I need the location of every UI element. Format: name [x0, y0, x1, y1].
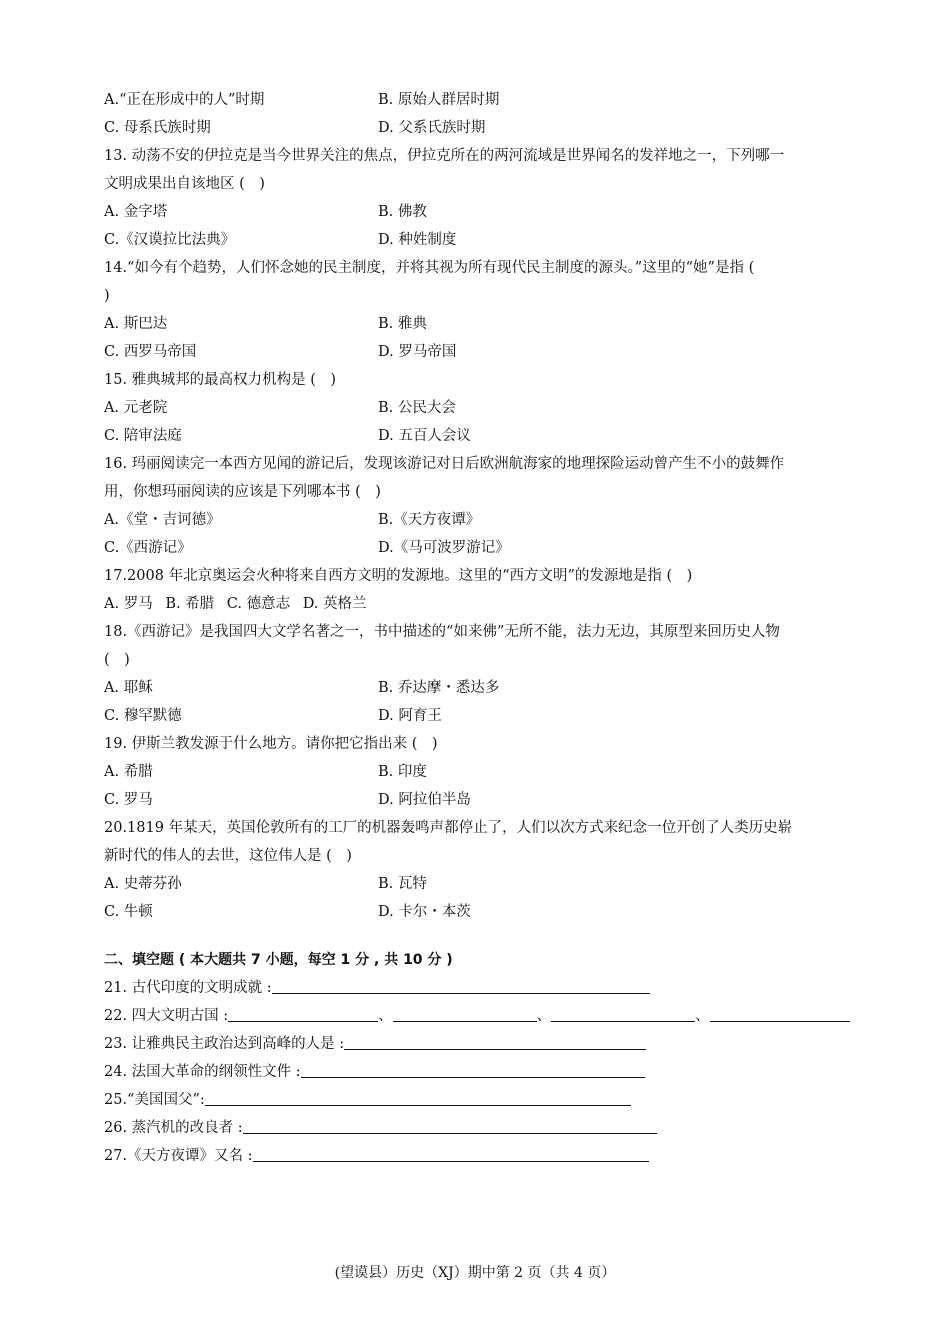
q13-stem-line-1: 13. 动荡不安的伊拉克是当今世界关注的焦点，伊拉克所在的两河流域是世界闻名的发祥地之一，下列哪一 [104, 148, 785, 164]
q16-option-a: A.《堂・吉诃德》 [104, 512, 221, 528]
q21-answer-blank[interactable] [272, 977, 650, 994]
q19-stem: 19. 伊斯兰教发源于什么地方。请你把它指出来 ( ) [104, 736, 438, 752]
q16-stem-line-2: 用，你想玛丽阅读的应该是下列哪本书 ( ) [104, 484, 381, 500]
q17-option-a: A. 罗马 [104, 596, 153, 612]
q18-options-row-1 [104, 674, 860, 702]
q12-option-b: B. 原始人群居时期 [378, 92, 500, 108]
q13-stem-line-2: 文明成果出自该地区 ( ) [104, 176, 265, 192]
q12-options-row-2 [104, 114, 860, 142]
q12-option-a: A.“正在形成中的人”时期 [104, 92, 265, 108]
q15-options-row-1 [104, 394, 860, 422]
exam-page [104, 86, 860, 1170]
q16-option-b: B.《天方夜谭》 [378, 512, 481, 528]
q20-option-a: A. 史蒂芬孙 [104, 876, 182, 892]
page-footer: (望谟县）历史（XJ）期中第 2 页（共 4 页） [334, 1265, 616, 1281]
q13-options-row-1 [104, 198, 860, 226]
q22-separator-2: 、 [536, 1008, 552, 1024]
q18-options-row-2 [104, 702, 860, 730]
q26-answer-blank[interactable] [243, 1117, 657, 1134]
q22-answer-blank-2[interactable] [393, 1005, 537, 1022]
q14-option-d: D. 罗马帝国 [378, 344, 457, 360]
q20-option-b: B. 瓦特 [378, 876, 427, 892]
q20-options-row-1 [104, 870, 860, 898]
q17-option-b: B. 希腊 [165, 596, 215, 612]
q19-options-row-2 [104, 786, 860, 814]
q24-label: 24. 法国大革命的纲领性文件 : [104, 1064, 301, 1080]
q27-label: 27.《天方夜谭》又名 : [104, 1148, 253, 1164]
q14-option-c: C. 西罗马帝国 [104, 344, 197, 360]
q14-options-row-1 [104, 310, 860, 338]
q18-option-c: C. 穆罕默德 [104, 708, 182, 724]
q14-options-row-2 [104, 338, 860, 366]
q15-option-a: A. 元老院 [104, 400, 168, 416]
q17-option-d: D. 英格兰 [302, 596, 367, 612]
q12-option-c: C. 母系氏族时期 [104, 120, 211, 136]
q20-stem-line-2: 新时代的伟人的去世，这位伟人是 ( ) [104, 848, 352, 864]
q20-options-row-2 [104, 898, 860, 926]
q14-option-a: A. 斯巴达 [104, 316, 168, 332]
q22-separator-1: 、 [378, 1008, 393, 1024]
q17-options [104, 590, 860, 618]
q16-option-d: D.《马可波罗游记》 [378, 540, 510, 556]
q23-answer-blank[interactable] [344, 1033, 646, 1050]
q24-answer-blank[interactable] [301, 1061, 645, 1078]
q26-fill [104, 1114, 860, 1142]
q13-option-b: B. 佛教 [378, 204, 427, 220]
section-2-title: 二、填空题 ( 本大题共 7 小题，每空 1 分 , 共 10 分 ) [104, 952, 453, 968]
q12-option-d: D. 父系氏族时期 [378, 120, 486, 136]
q19-option-d: D. 阿拉伯半岛 [378, 792, 471, 808]
q25-fill [104, 1086, 860, 1114]
q12-options-row-1 [104, 86, 860, 114]
q15-option-c: C. 陪审法庭 [104, 428, 182, 444]
q27-fill [104, 1142, 860, 1170]
q16-options-row-1 [104, 506, 860, 534]
q13-option-c: C.《汉谟拉比法典》 [104, 232, 236, 248]
q22-answer-blank-1[interactable] [228, 1005, 378, 1022]
q21-fill [104, 974, 860, 1002]
q23-fill [104, 1030, 860, 1058]
q22-fill [104, 1002, 860, 1030]
q16-options-row-2 [104, 534, 860, 562]
q23-label: 23. 让雅典民主政治达到高峰的人是 : [104, 1036, 345, 1052]
q20-stem-line-1: 20.1819 年某天，英国伦敦所有的工厂的机器轰鸣声都停止了，人们以次方式来纪念一位开创了人类历史崭 [104, 820, 793, 836]
q19-option-b: B. 印度 [378, 764, 427, 780]
q14-stem-line-2: ) [104, 288, 110, 304]
q22-answer-blank-4[interactable] [710, 1005, 850, 1022]
q24-fill [104, 1058, 860, 1086]
q20-option-d: D. 卡尔・本茨 [378, 904, 471, 920]
q16-stem-line-1: 16. 玛丽阅读完一本西方见闻的游记后，发现该游记对日后欧洲航海家的地理探险运动曾产生不小的鼓舞作 [104, 456, 785, 472]
q19-option-a: A. 希腊 [104, 764, 153, 780]
q14-option-b: B. 雅典 [378, 316, 427, 332]
q18-option-a: A. 耶稣 [104, 680, 153, 696]
q13-option-a: A. 金字塔 [104, 204, 168, 220]
q22-label: 22. 四大文明古国 : [104, 1008, 229, 1024]
q13-option-d: D. 种姓制度 [378, 232, 457, 248]
q17-stem: 17.2008 年北京奥运会火种将来自西方文明的发源地。这里的“西方文明”的发源地是指 ( ) [104, 568, 693, 584]
q15-options-row-2 [104, 422, 860, 450]
q26-label: 26. 蒸汽机的改良者 : [104, 1120, 243, 1136]
q18-stem-line-1: 18.《西游记》是我国四大文学名著之一，书中描述的“如来佛”无所不能，法力无边，其原型来回历史人物 [104, 624, 780, 640]
q27-answer-blank[interactable] [253, 1145, 649, 1162]
q14-stem-line-1: 14.“如今有个趋势，人们怀念她的民主制度，并将其视为所有现代民主制度的源头。”这里的“她”是指 ( [104, 260, 755, 276]
q19-option-c: C. 罗马 [104, 792, 153, 808]
q19-options-row-1 [104, 758, 860, 786]
q15-stem: 15. 雅典城邦的最高权力机构是 ( ) [104, 372, 337, 388]
q22-answer-blank-3[interactable] [551, 1005, 695, 1022]
q16-option-c: C.《西游记》 [104, 540, 192, 556]
q21-label: 21. 古代印度的文明成就 : [104, 980, 272, 996]
q20-option-c: C. 牛顿 [104, 904, 153, 920]
q13-options-row-2 [104, 226, 860, 254]
q18-option-d: D. 阿育王 [378, 708, 442, 724]
q25-label: 25.“美国国父”: [104, 1092, 205, 1108]
q17-option-c: C. 德意志 [226, 596, 291, 612]
q15-option-d: D. 五百人会议 [378, 428, 471, 444]
q25-answer-blank[interactable] [205, 1089, 631, 1106]
q18-stem-line-2: ( ) [104, 652, 130, 668]
q18-option-b: B. 乔达摩・悉达多 [378, 680, 500, 696]
q22-separator-3: 、 [695, 1008, 710, 1024]
q15-option-b: B. 公民大会 [378, 400, 456, 416]
